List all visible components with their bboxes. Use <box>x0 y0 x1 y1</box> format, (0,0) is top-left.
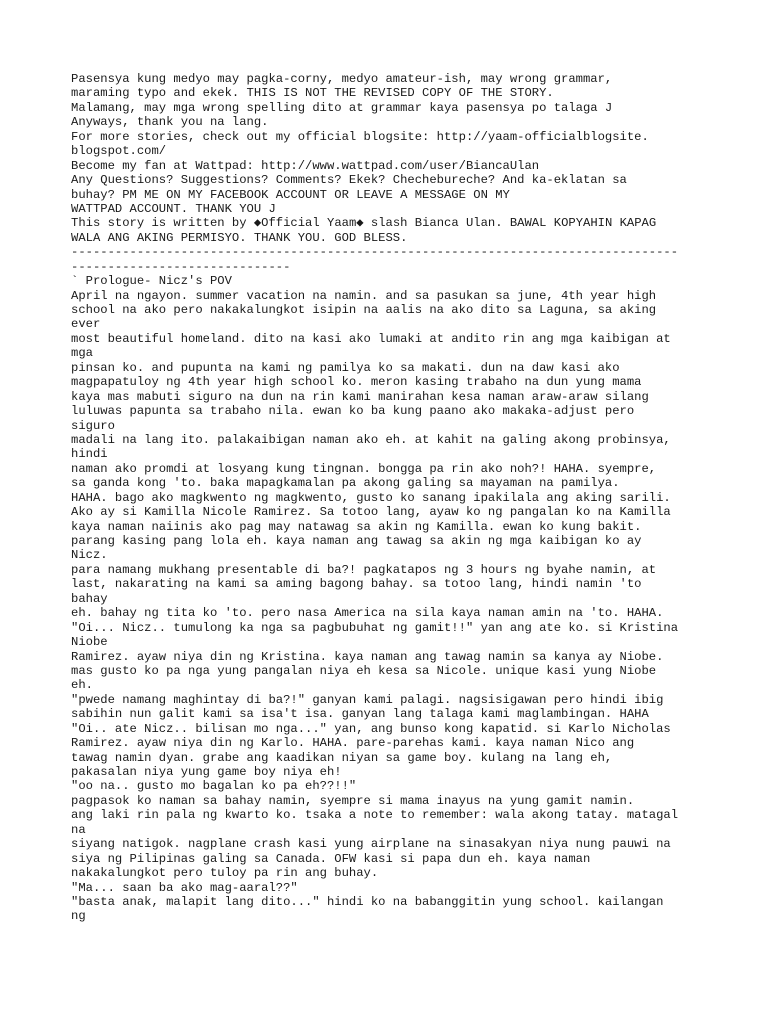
text-line: pakasalan niya yung game boy niya eh! <box>71 765 342 779</box>
text-line: siyang natigok. nagplane crash kasi yung airplane na sinasakyan niya nung pauwi na <box>71 837 671 852</box>
text-line: last, nakarating na kami sa aming bagong bahay. sa totoo lang, hindi namin 'to <box>71 577 642 592</box>
separator-line: ------------------------------ <box>71 259 291 274</box>
text-line: blogspot.com/ <box>71 144 167 159</box>
text-line: WALA ANG AKING PERMISYO. THANK YOU. GOD BLESS. <box>71 230 408 245</box>
text-line: siguro <box>71 418 115 433</box>
text-line: buhay? PM ME ON MY FACEBOOK ACCOUNT OR LEAVE A MESSAGE ON MY <box>71 187 510 202</box>
text-line: naman ako promdi at losyang kung tingnan. bongga pa rin ako noh?! HAHA. syempre, <box>71 461 657 476</box>
text-line: WATTPAD ACCOUNT. THANK YOU J <box>71 201 276 216</box>
text-line: parang kasing pang lola eh. kaya naman ang tawag sa akin ng mga kaibigan ko ay <box>71 534 642 548</box>
text-line: "basta anak, malapit lang dito..." hindi ko na babanggitin yung school. kailangan <box>71 894 664 909</box>
text-line: "oo na.. gusto mo bagalan ko pa eh??!!" <box>71 779 357 794</box>
text-line: kaya naman naiinis ako pag may natawag sa akin ng Kamilla. ewan ko kung bakit. <box>71 519 642 534</box>
text-line: HAHA. bago ako magkwento ng magkwento, gusto ko sanang ipakilala ang aking sarili. <box>71 490 671 505</box>
text-line: tawag namin dyan. grabe ang kaadikan niyan sa game boy. kulang na lang eh, <box>71 750 613 765</box>
text-line: ng <box>71 909 86 924</box>
text-line: Ramirez. ayaw niya din ng Kristina. kaya naman ang tawag namin sa kanya ay Niobe. <box>71 649 664 664</box>
text-line: pinsan ko. and pupunta na kami ng pamilya ko sa makati. dun na daw kasi ako <box>71 360 620 375</box>
text-line: nakakalungkot pero tuloy pa rin ang buhay. <box>71 866 379 881</box>
text-line: sabihin nun galit kami sa isa't isa. ganyan lang talaga kami maglambingan. HAHA <box>71 707 649 722</box>
text-line: This story is written by ◆Official Yaam◆ slash Bianca Ulan. BAWAL KOPYAHIN KAPAG <box>71 216 657 231</box>
text-line: Ramirez. ayaw niya din ng Karlo. HAHA. pare-parehas kami. kaya naman Nico ang <box>71 736 635 751</box>
text-line: mas gusto ko pa nga yung pangalan niya eh kesa sa Nicole. unique kasi yung Niobe <box>71 663 657 678</box>
text-line: Become my fan at Wattpad: http://www.wattpad.com/user/BiancaUlan <box>71 158 540 173</box>
text-line: Pasensya kung medyo may pagka-corny, medyo amateur-ish, may wrong grammar, <box>71 72 613 86</box>
text-line: Any Questions? Suggestions? Comments? Ekek? Chechebureche? And ka-eklatan sa <box>71 173 627 188</box>
text-line: pagpasok ko naman sa bahay namin, syempre si mama inayus na yung gamit namin. <box>71 793 635 808</box>
text-line: Ako ay si Kamilla Nicole Ramirez. Sa totoo lang, ayaw ko ng pangalan ko na Kamilla <box>71 505 671 520</box>
text-line: para namang mukhang presentable di ba?! pagkatapos ng 3 hours ng byahe namin, at <box>71 562 657 577</box>
text-line: eh. <box>71 678 93 693</box>
chapter-heading: ` Prologue- Nicz's POV <box>71 274 232 289</box>
text-line: mga <box>71 346 93 361</box>
text-line: eh. bahay ng tita ko 'to. pero nasa America na sila kaya naman amin na 'to. HAHA. <box>71 606 664 621</box>
text-line: "pwede namang maghintay di ba?!" ganyan kami palagi. nagsisigawan pero hindi ibig <box>71 692 664 707</box>
text-line: "Ma... saan ba ako mag-aaral??" <box>71 880 298 895</box>
text-line: sa ganda kong 'to. baka mapagkamalan pa akong galing sa mayaman na pamilya. <box>71 476 620 491</box>
text-line: siya ng Pilipinas galing sa Canada. OFW kasi si papa dun eh. kaya naman <box>71 851 591 866</box>
text-line: na <box>71 822 86 837</box>
text-line: For more stories, check out my official blogsite: http://yaam-officialblogsite. <box>71 129 649 144</box>
text-line: ever <box>71 317 101 332</box>
text-line: luluwas papunta sa trabaho nila. ewan ko ba kung paano ako makaka-adjust pero <box>71 404 635 419</box>
text-line: ang laki rin pala ng kwarto ko. tsaka a note to remember: wala akong tatay. matagal <box>71 808 679 823</box>
separator-line: ----------------------------------------------------------------------------------- <box>71 245 679 260</box>
text-line: bahay <box>71 591 108 606</box>
text-line: April na ngayon. summer vacation na namin. and sa pasukan sa june, 4th year high <box>71 288 657 303</box>
text-line: kaya mas mabuti siguro na dun na rin kami manirahan kesa naman araw-araw silang <box>71 389 649 404</box>
text-line: school na ako pero nakakalungkot isipin na aalis na ako dito sa Laguna, sa aking <box>71 303 657 317</box>
text-line: "Oi... Nicz.. tumulong ka nga sa pagbubuhat ng gamit!!" yan ang ate ko. si Kristina <box>71 620 679 635</box>
text-line: magpapatuloy ng 4th year high school ko. meron kasing trabaho na dun yung mama <box>71 375 642 390</box>
text-line: madali na lang ito. palakaibigan naman ako eh. at kahit na galing akong probinsya, <box>71 432 671 447</box>
text-line: hindi <box>71 447 108 462</box>
text-line: maraming typo and ekek. THIS IS NOT THE REVISED COPY OF THE STORY. <box>71 86 554 101</box>
text-line: "Oi.. ate Nicz.. bilisan mo nga..." yan, ang bunso kong kapatid. si Karlo Nicholas <box>71 721 671 736</box>
text-line: most beautiful homeland. dito na kasi ako lumaki at andito rin ang mga kaibigan at <box>71 331 671 346</box>
text-line: Malamang, may mga wrong spelling dito at grammar kaya pasensya po talaga J <box>71 100 613 115</box>
document-page <box>71 72 711 924</box>
text-line: Nicz. <box>71 548 108 563</box>
text-line: Anyways, thank you na lang. <box>71 115 269 130</box>
text-line: Niobe <box>71 635 108 650</box>
